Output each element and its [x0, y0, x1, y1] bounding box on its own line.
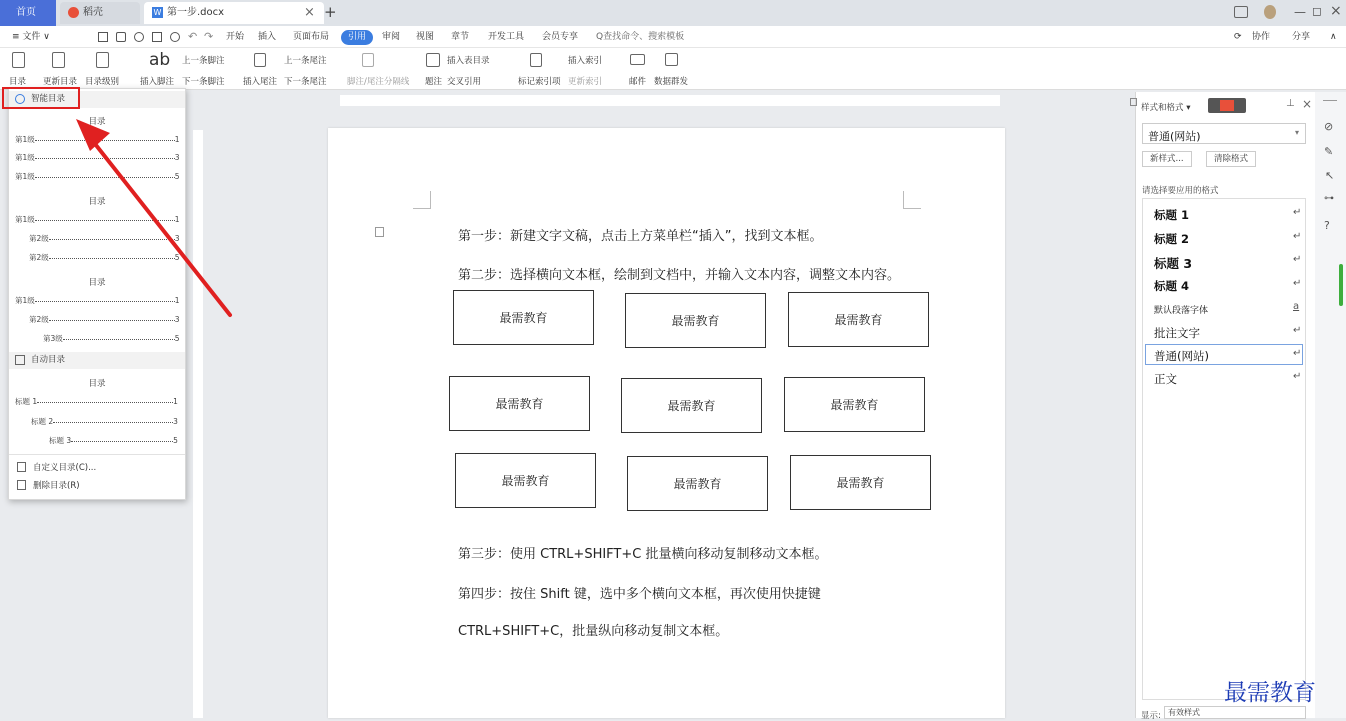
- tab-close-icon[interactable]: ×: [304, 5, 315, 20]
- help-icon[interactable]: ?: [1324, 219, 1330, 232]
- prev-footnote-button[interactable]: 上一条脚注: [182, 56, 225, 66]
- toc-row-label: 标题 3: [49, 436, 72, 445]
- delete-toc-icon: [17, 480, 26, 490]
- toc-row-page: 3: [173, 417, 178, 426]
- custom-toc-button[interactable]: 自定义目录(C)...: [33, 463, 97, 473]
- print-icon[interactable]: [152, 32, 162, 42]
- mail-button[interactable]: 邮件: [629, 77, 647, 87]
- avatar[interactable]: [1264, 5, 1276, 19]
- custom-toc-icon: [17, 462, 26, 472]
- text-box[interactable]: 最需教育: [449, 376, 590, 431]
- collab-button[interactable]: 协作: [1252, 32, 1271, 42]
- toc-row-label: 标题 2: [31, 417, 54, 426]
- update-toc-button[interactable]: 更新目录: [43, 77, 78, 87]
- style-item-body[interactable]: 正文: [1154, 372, 1177, 386]
- annotation-arrow-icon: [70, 115, 240, 325]
- text-box[interactable]: 最需教育: [453, 290, 594, 345]
- pin-icon[interactable]: ⊥: [1286, 98, 1295, 109]
- step4-text-line1: 第四步：按住 Shift 键，选中多个横向文本框，再次使用快捷键: [458, 587, 821, 602]
- menu-page-layout[interactable]: 页面布局: [293, 32, 330, 42]
- mark-index-icon: [530, 53, 542, 67]
- insert-footnote-button[interactable]: 插入脚注: [140, 77, 175, 87]
- tab-document-label: 第一步.docx: [167, 7, 225, 18]
- toc-row-label: 第2级: [29, 234, 49, 243]
- document-page[interactable]: [328, 128, 1005, 718]
- panel-close-icon[interactable]: ×: [1302, 97, 1313, 111]
- caption-button[interactable]: 题注: [425, 77, 443, 87]
- text-box[interactable]: 最需教育: [784, 377, 925, 432]
- smart-toc-label: 智能目录: [31, 94, 66, 104]
- step3-text: 第三步：使用 CTRL+SHIFT+C 批量横向移动复制移动文本框。: [458, 547, 828, 562]
- toc-icon[interactable]: [12, 52, 25, 68]
- auto-toc-icon: [15, 355, 25, 365]
- footnote-separator-button[interactable]: 脚注/尾注分隔线: [347, 77, 410, 87]
- wps-badge-icon[interactable]: [1208, 98, 1246, 113]
- right-toolbar: [1315, 92, 1346, 718]
- menu-references[interactable]: 引用: [341, 30, 373, 45]
- docer-icon: [68, 7, 79, 18]
- toc-preview-title: 目录: [88, 117, 106, 127]
- menu-insert[interactable]: 插入: [258, 32, 277, 42]
- tag-icon[interactable]: ⊘: [1324, 120, 1334, 133]
- tab-docer-label: 稻壳: [83, 7, 103, 18]
- next-footnote-button[interactable]: 下一条脚注: [182, 77, 225, 87]
- restore-button[interactable]: ◻: [1312, 4, 1322, 18]
- toc-option-3-row[interactable]: [43, 333, 213, 344]
- minimize-button[interactable]: —: [1294, 5, 1306, 19]
- auto-toc-row[interactable]: [15, 396, 185, 407]
- style-item-heading2[interactable]: 标题 2: [1154, 232, 1190, 246]
- mark-index-button[interactable]: 标记索引项: [518, 77, 561, 87]
- ribbon-references: [0, 48, 1346, 90]
- close-button[interactable]: ×: [1330, 3, 1342, 19]
- paragraph-mark-icon: ↵: [1293, 207, 1302, 218]
- sync-icon[interactable]: ⟳: [1234, 32, 1242, 42]
- toc-row-page: 1: [174, 215, 180, 224]
- paragraph-mark-icon: ↵: [1293, 348, 1302, 359]
- separator-icon: [362, 53, 374, 67]
- text-box[interactable]: 最需教育: [625, 293, 766, 348]
- divider: [9, 454, 185, 455]
- toc-row-page: 3: [174, 153, 180, 162]
- undo-icon[interactable]: ↶: [188, 30, 198, 43]
- paragraph-mark-icon: ↵: [1293, 278, 1302, 289]
- open-icon[interactable]: [116, 32, 126, 42]
- prev-endnote-button[interactable]: 上一条尾注: [284, 56, 327, 66]
- margin-mark-right: [903, 191, 921, 209]
- update-index-button[interactable]: 更新索引: [568, 77, 603, 87]
- paragraph-mark-icon: ↵: [1293, 371, 1302, 382]
- search-command[interactable]: Q查找命令、搜索模板: [596, 32, 685, 42]
- highlight-box: [2, 87, 80, 109]
- scrollbar-thumb[interactable]: [1339, 264, 1343, 306]
- handle-icon: [1323, 100, 1337, 101]
- auto-toc-row[interactable]: [49, 435, 219, 446]
- auto-toc-row[interactable]: [31, 416, 201, 427]
- toc-button[interactable]: 目录: [9, 77, 27, 87]
- toc-row-label: 第2级: [29, 315, 49, 324]
- choose-format-label: 请选择要应用的格式: [1142, 186, 1219, 196]
- character-mark-icon: a: [1293, 301, 1300, 312]
- styles-panel-title[interactable]: 样式和格式 ▾: [1141, 103, 1191, 113]
- panel-icon: [1130, 98, 1137, 106]
- toc-row-page: 1: [174, 296, 180, 305]
- toc-row-page: 3: [174, 315, 180, 324]
- preview-icon[interactable]: [170, 32, 180, 42]
- ruler-text-area: [340, 95, 1000, 106]
- menu-view[interactable]: 视图: [416, 32, 435, 42]
- style-item-normal-web[interactable]: 普通(网站): [1154, 349, 1209, 363]
- menu-file[interactable]: ≡ 文件 ∨: [12, 32, 50, 42]
- menu-home[interactable]: 开始: [226, 32, 245, 42]
- toc-preview-title: 目录: [88, 197, 106, 207]
- toc-row-page: 1: [173, 397, 178, 406]
- toc-level-button[interactable]: 目录级别: [85, 77, 120, 87]
- word-doc-icon: W: [153, 7, 162, 17]
- mail-icon: [630, 54, 645, 65]
- delete-toc-button[interactable]: 删除目录(R): [33, 481, 80, 491]
- next-endnote-button[interactable]: 下一条尾注: [284, 77, 327, 87]
- data-batch-icon: [665, 53, 678, 66]
- insert-index-button[interactable]: 插入索引: [568, 56, 603, 66]
- auto-toc-label: 自动目录: [31, 355, 66, 365]
- cursor-icon[interactable]: ↖: [1325, 169, 1335, 182]
- toc-row-label: 第1级: [15, 135, 35, 144]
- styles-panel: [1135, 92, 1315, 721]
- update-toc-icon[interactable]: [52, 52, 65, 68]
- save-icon[interactable]: [134, 32, 144, 42]
- tab-bar: [0, 0, 1346, 26]
- toc-preview-title: 目录: [88, 379, 106, 389]
- toc-row-label: 第1级: [15, 296, 35, 305]
- current-style-value: 普通(网站): [1148, 130, 1201, 143]
- cross-reference-button[interactable]: 交叉引用: [447, 77, 482, 87]
- toc-row-page: 1: [174, 135, 180, 144]
- menu-developer[interactable]: 开发工具: [488, 32, 525, 42]
- new-tab-button[interactable]: +: [324, 3, 337, 21]
- share-button[interactable]: 分享: [1292, 32, 1311, 42]
- toc-row-page: 3: [174, 234, 180, 243]
- chevron-down-icon: ▾: [1295, 128, 1300, 137]
- paragraph-mark-icon: ↵: [1293, 254, 1302, 265]
- toc-row-page: 5: [174, 172, 180, 181]
- watermark: 最需教育: [1224, 680, 1316, 706]
- show-filter-value: 有效样式: [1168, 708, 1200, 717]
- paragraph-mark-icon: ↵: [1293, 325, 1302, 336]
- tab-document[interactable]: [144, 2, 324, 24]
- margin-mark-left: [413, 191, 431, 209]
- menu-chapter[interactable]: 章节: [451, 32, 470, 42]
- step1-text: 第一步：新建文字文稿，点击上方菜单栏“插入”，找到文本框。: [458, 229, 823, 244]
- menu-bar: [0, 26, 1346, 48]
- paragraph-handle-icon[interactable]: [375, 227, 384, 237]
- insert-endnote-button[interactable]: 插入尾注: [243, 77, 278, 87]
- toc-row-label: 标题 1: [15, 397, 38, 406]
- style-item-heading4[interactable]: 标题 4: [1154, 279, 1190, 293]
- adjust-icon[interactable]: ⊶: [1324, 193, 1334, 204]
- tab-home[interactable]: 首页: [0, 0, 56, 26]
- endnote-icon: [254, 53, 266, 67]
- toc-row-label: 第2级: [29, 253, 49, 262]
- menu-review[interactable]: 审阅: [382, 32, 401, 42]
- show-filter-select[interactable]: [1164, 706, 1306, 719]
- toc-row-page: 5: [173, 436, 178, 445]
- clear-format-button[interactable]: 清除格式: [1206, 151, 1256, 167]
- auto-toc-header: [9, 352, 185, 369]
- new-style-button[interactable]: 新样式...: [1142, 151, 1192, 167]
- layout-icon[interactable]: [1234, 6, 1248, 18]
- menu-member[interactable]: 会员专享: [542, 32, 579, 42]
- footnote-icon: ab: [149, 50, 171, 70]
- toc-row-label: 第1级: [15, 215, 35, 224]
- toc-row-page: 5: [174, 334, 180, 343]
- text-box[interactable]: 最需教育: [621, 378, 762, 433]
- step2-text: 第二步：选择横向文本框，绘制到文档中，并输入文本内容，调整文本内容。: [458, 268, 901, 283]
- style-item-comment-text[interactable]: 批注文字: [1154, 326, 1200, 340]
- paragraph-mark-icon: ↵: [1293, 231, 1302, 242]
- redo-icon[interactable]: ↷: [204, 30, 214, 43]
- current-style-select[interactable]: [1142, 123, 1306, 144]
- toc-row-label: 第1级: [15, 153, 35, 162]
- toc-row-label: 第1级: [15, 172, 35, 181]
- text-box[interactable]: 最需教育: [788, 292, 929, 347]
- text-box[interactable]: 最需教育: [627, 456, 768, 511]
- toc-row-label: 第3级: [43, 334, 63, 343]
- style-item-heading3[interactable]: 标题 3: [1154, 256, 1193, 271]
- tab-docer[interactable]: [60, 2, 140, 24]
- style-list: [1142, 198, 1306, 700]
- pen-icon[interactable]: ✎: [1324, 145, 1334, 158]
- step4-text-line2: CTRL+SHIFT+C，批量纵向移动复制文本框。: [458, 624, 729, 639]
- toc-level-icon[interactable]: [96, 52, 109, 68]
- text-box[interactable]: 最需教育: [790, 455, 931, 510]
- collapse-ribbon-icon[interactable]: ∧: [1330, 32, 1337, 42]
- style-item-default-font[interactable]: 默认段落字体: [1154, 306, 1209, 316]
- show-label: 显示:: [1141, 711, 1161, 721]
- toc-row-page: 5: [174, 253, 180, 262]
- text-box[interactable]: 最需教育: [455, 453, 596, 508]
- data-batch-button[interactable]: 数据群发: [654, 77, 689, 87]
- caption-icon: [426, 53, 440, 67]
- insert-figures-table-button[interactable]: 插入表目录: [447, 56, 490, 66]
- new-icon[interactable]: [98, 32, 108, 42]
- toc-preview-title: 目录: [88, 278, 106, 288]
- style-item-heading1[interactable]: 标题 1: [1154, 208, 1190, 222]
